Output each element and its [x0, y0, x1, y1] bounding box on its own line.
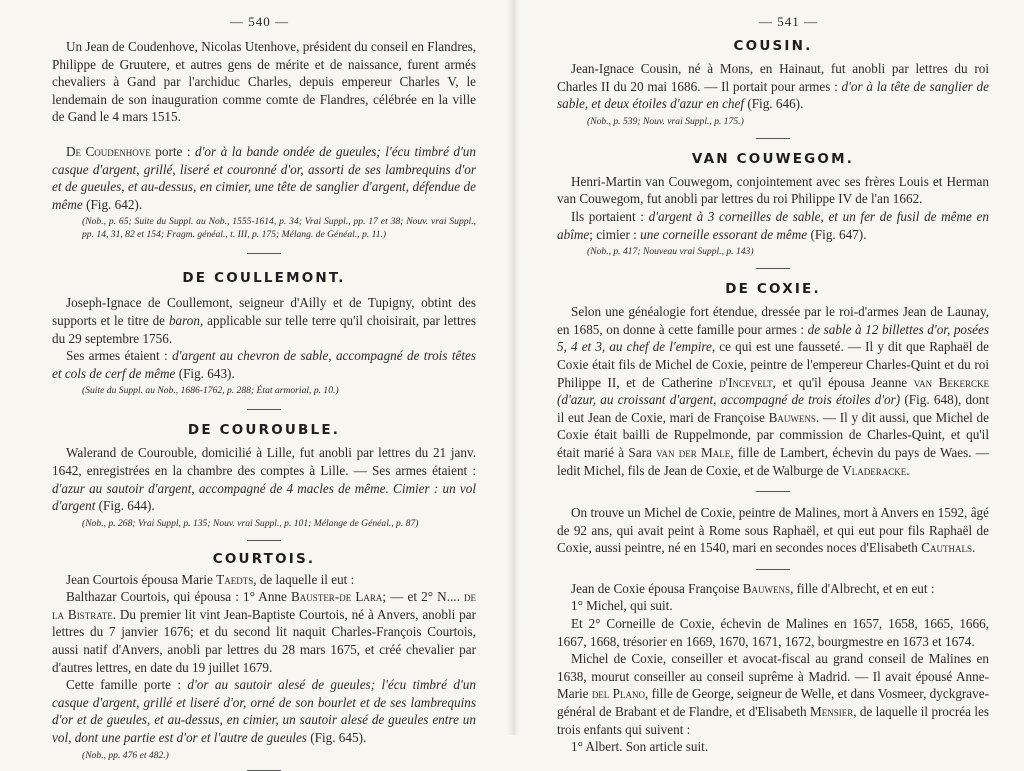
section-divider — [247, 253, 281, 254]
coudenhove-reference: (Nob., p. 65; Suite du Suppl. au Nob., 1555-1614, p. 34; Vrai Suppl., pp. 17 et 38; Nouv. vrai Suppl., pp. 14, 31, 82 et 154; Fragm. généal., t. III, p. 175; Mélang. de Généal., p. 11.) — [82, 216, 476, 241]
section-divider — [756, 491, 790, 492]
courouble-paragraph: Walerand de Courouble, domicilié à Lille, fut anobli par lettres du 21 janv. 1642, enregistrées en la chambre des comptes à Lille. — Ses armes étaient : d'azur au sautoir d'argent, accompagné de 4 macles de même. Cimier : un vol d'argent (Fig. 644). — [52, 445, 476, 514]
right-page-column — [557, 38, 989, 756]
page-number-540: — 540 — — [230, 14, 289, 29]
van-couwegom-arms: Ils portaient : d'argent à 3 corneilles de sable, et un fer de fusil de même en abîme; cimier : une corneille essorant de même (Fig. 647). — [557, 208, 989, 242]
page-number-541: — 541 — — [759, 14, 818, 29]
courtois-arms: Cette famille porte : d'or au sautoir alesé de gueules; l'écu timbré d'un casque d'argent, grillé et liseré d'or, orné de son bourlet et de ses lambrequins d'or et de gueules, et au-dessus, en cimier, un sautoir alesé de gueules entre un vol, dont une partie est d'or et l'autre de gueules (Fig. 645). — [52, 677, 476, 746]
heading-courtois: COURTOIS. — [212, 550, 316, 567]
coxie-paragraph-4: 1° Michel, qui suit. — [571, 598, 673, 614]
coxie-paragraph-7: 1° Albert. Son article suit. — [571, 739, 709, 755]
heading-de-coullemont: DE COULLEMONT. — [182, 270, 346, 287]
coxie-paragraph-3: Jean de Coxie épousa Françoise Bauwens, fille d'Albrecht, et en eut : — [571, 580, 935, 596]
coullemont-reference: (Suite du Suppl. au Nob., 1686-1762, p. 288; État armorial, p. 10.) — [82, 385, 339, 397]
coudenhove-name: De Coudenhove — [66, 143, 151, 159]
heading-de-coxie: DE COXIE. — [725, 281, 821, 298]
coudenhove-blazon: d'or à la bande ondée de gueules; l'écu timbré d'un casque d'argent, grillé, liseré et couronné d'or, assorti de ses lambrequins d'or et de gueules, et au-dessus, en cimier, une tête de sanglier d'argent, défendue de même — [52, 143, 476, 212]
courouble-reference: (Nob., p. 268; Vrai Suppl, p. 135; Nouv. vrai Suppl., p. 101; Mélange de Généal., p. 87) — [82, 517, 419, 529]
coudenhove-arms-paragraph: De Coudenhove porte : d'or à la bande ondée de gueules; l'écu timbré d'un casque d'argent, grillé, liseré et couronné d'or, assorti de ses lambrequins d'or et de gueules, et au-dessus, en cimier, une tête de sanglier d'argent, défendue de même (Fig. 642). — [52, 143, 476, 212]
heading-de-courouble: DE COUROUBLE. — [187, 422, 341, 439]
section-divider — [247, 540, 281, 541]
intro-paragraph: Un Jean de Coudenhove, Nicolas Utenhove, président du conseil en Flandres, Philippe de Gruutere, et autres gens de mérite et de naissance, furent armés chevaliers à Gand par l'archiduc Charles, depuis empereur Charles V, le lendemain de son inauguration comme comte de Flandres, célébrée en la ville de Gand le 4 mars 1515. — [52, 39, 476, 125]
section-divider — [247, 409, 281, 410]
coxie-paragraph-5: Et 2° Corneille de Coxie, échevin de Malines en 1657, 1658, 1665, 1666, 1667, 1668, trésorier en 1669, 1670, 1671, 1672, bourgmestre en 1673 et 1674. — [557, 616, 989, 649]
section-divider — [756, 138, 790, 139]
left-page — [0, 0, 512, 761]
section-divider — [756, 268, 790, 269]
van-couwegom-paragraph: Henri-Martin van Couwegom, conjointement avec ses frères Louis et Herman van Couwegom, fut anobli par lettres du roi Philippe IV de l'an 1662. — [557, 173, 989, 207]
cousin-reference: (Nob., p. 539; Nouv. vrai Suppl., p. 175.) — [587, 115, 744, 127]
heading-van-couwegom: VAN COUWEGOM. — [691, 150, 855, 167]
coullemont-arms: Ses armes étaient : d'argent au chevron de sable, accompagné de trois têtes et cols de cerf de même (Fig. 643). — [52, 348, 476, 381]
coullemont-paragraph: Joseph-Ignace de Coullemont, seigneur d'Ailly et de Tupigny, obtint des supports et le titre de baron, applicable sur telle terre qu'il choisirait, par lettres du 29 septembre 1756. — [52, 295, 476, 346]
courtois-paragraph-2: Balthazar Courtois, qui épousa : 1° Anne Bauster-de Lara; — et 2° N.... de la Bistrate. Du premier lit vint Jean-Baptiste Courtois, né à Anvers, anobli par lettres du 7 janvier 1676; et du second lit naquit Charles-François Courtois, aussi natif d'Anvers, anobli par lettres du 28 mars 1675, et créé chevalier par d'autres lettres, en date du 19 juillet 1679. — [52, 589, 477, 675]
coxie-paragraph-2: On trouve un Michel de Coxie, peintre de Malines, mort à Anvers en 1592, âgé de 92 ans, qui avait peint à Rome sous Raphaël, et qui eut pour fils Raphaël de Coxie, aussi peintre, né en 1540, mari en secondes noces d'Elisabeth Cauthals. — [557, 505, 989, 556]
heading-cousin: COUSIN. — [733, 38, 813, 54]
right-page — [512, 0, 1024, 755]
left-page-column — [52, 38, 476, 771]
section-divider — [756, 569, 790, 570]
courtois-paragraph-1: Jean Courtois épousa Marie Taedts, de laquelle il eut : — [66, 571, 355, 587]
section-divider — [247, 770, 281, 771]
cousin-paragraph: Jean-Ignace Cousin, né à Mons, en Hainaut, fut anobli par lettres du roi Charles II du 20 mai 1686. — Il portait pour armes : d'or à la tête de sanglier de sable, et deux étoiles d'azur en chef (Fig. 646). — [557, 61, 989, 112]
courtois-reference: (Nob., pp. 476 et 482.) — [82, 749, 169, 761]
van-couwegom-reference: (Nob., p. 417; Nouveau vrai Suppl., p. 143) — [587, 246, 754, 258]
coxie-paragraph-1: Selon une généalogie fort étendue, dressée par le roi-d'armes Jean de Launay, en 1685, on donne à cette famille pour armes : de sable à 12 billettes d'or, posées 5, 4 et 3, au chef de l'empire, ce qui est une fausseté. — Il y dit que Raphaël de Coxie était fils de Michel de Coxie, peintre de l'empereur Charles-Quint et du roi Philippe II, et de Catherine d'Incevelt, et qu'il épousa Jeanne van Bekercke (d'azur, au croissant d'argent, accompagné de trois étoiles d'or) (Fig. 648), dont il eut Jean de Coxie, mari de Françoise Bauwens. — Il y dit aussi, que Michel de Coxie était bailli de Ruppelmonde, par commission de Charles-Quint, et qu'il était marié à Sara van der Male, fille de Lambert, échevin du pays de Waes. — ledit Michel, fils de Jean de Coxie, et de Walburge de Vladeracke. — [557, 304, 989, 478]
coxie-paragraph-6: Michel de Coxie, conseiller et avocat-fiscal au grand conseil de Malines en 1638, mourut conseiller au conseil suprême à Madrid. — Il avait épousé Anne-Marie del Plano, fille de George, seigneur de Welle, et dans Vosmeer, dyckgrave-général de Brabant et de Flandre, et d'Elisabeth Mensier, de laquelle il procréa les trois enfants qui suivent : — [557, 651, 989, 737]
